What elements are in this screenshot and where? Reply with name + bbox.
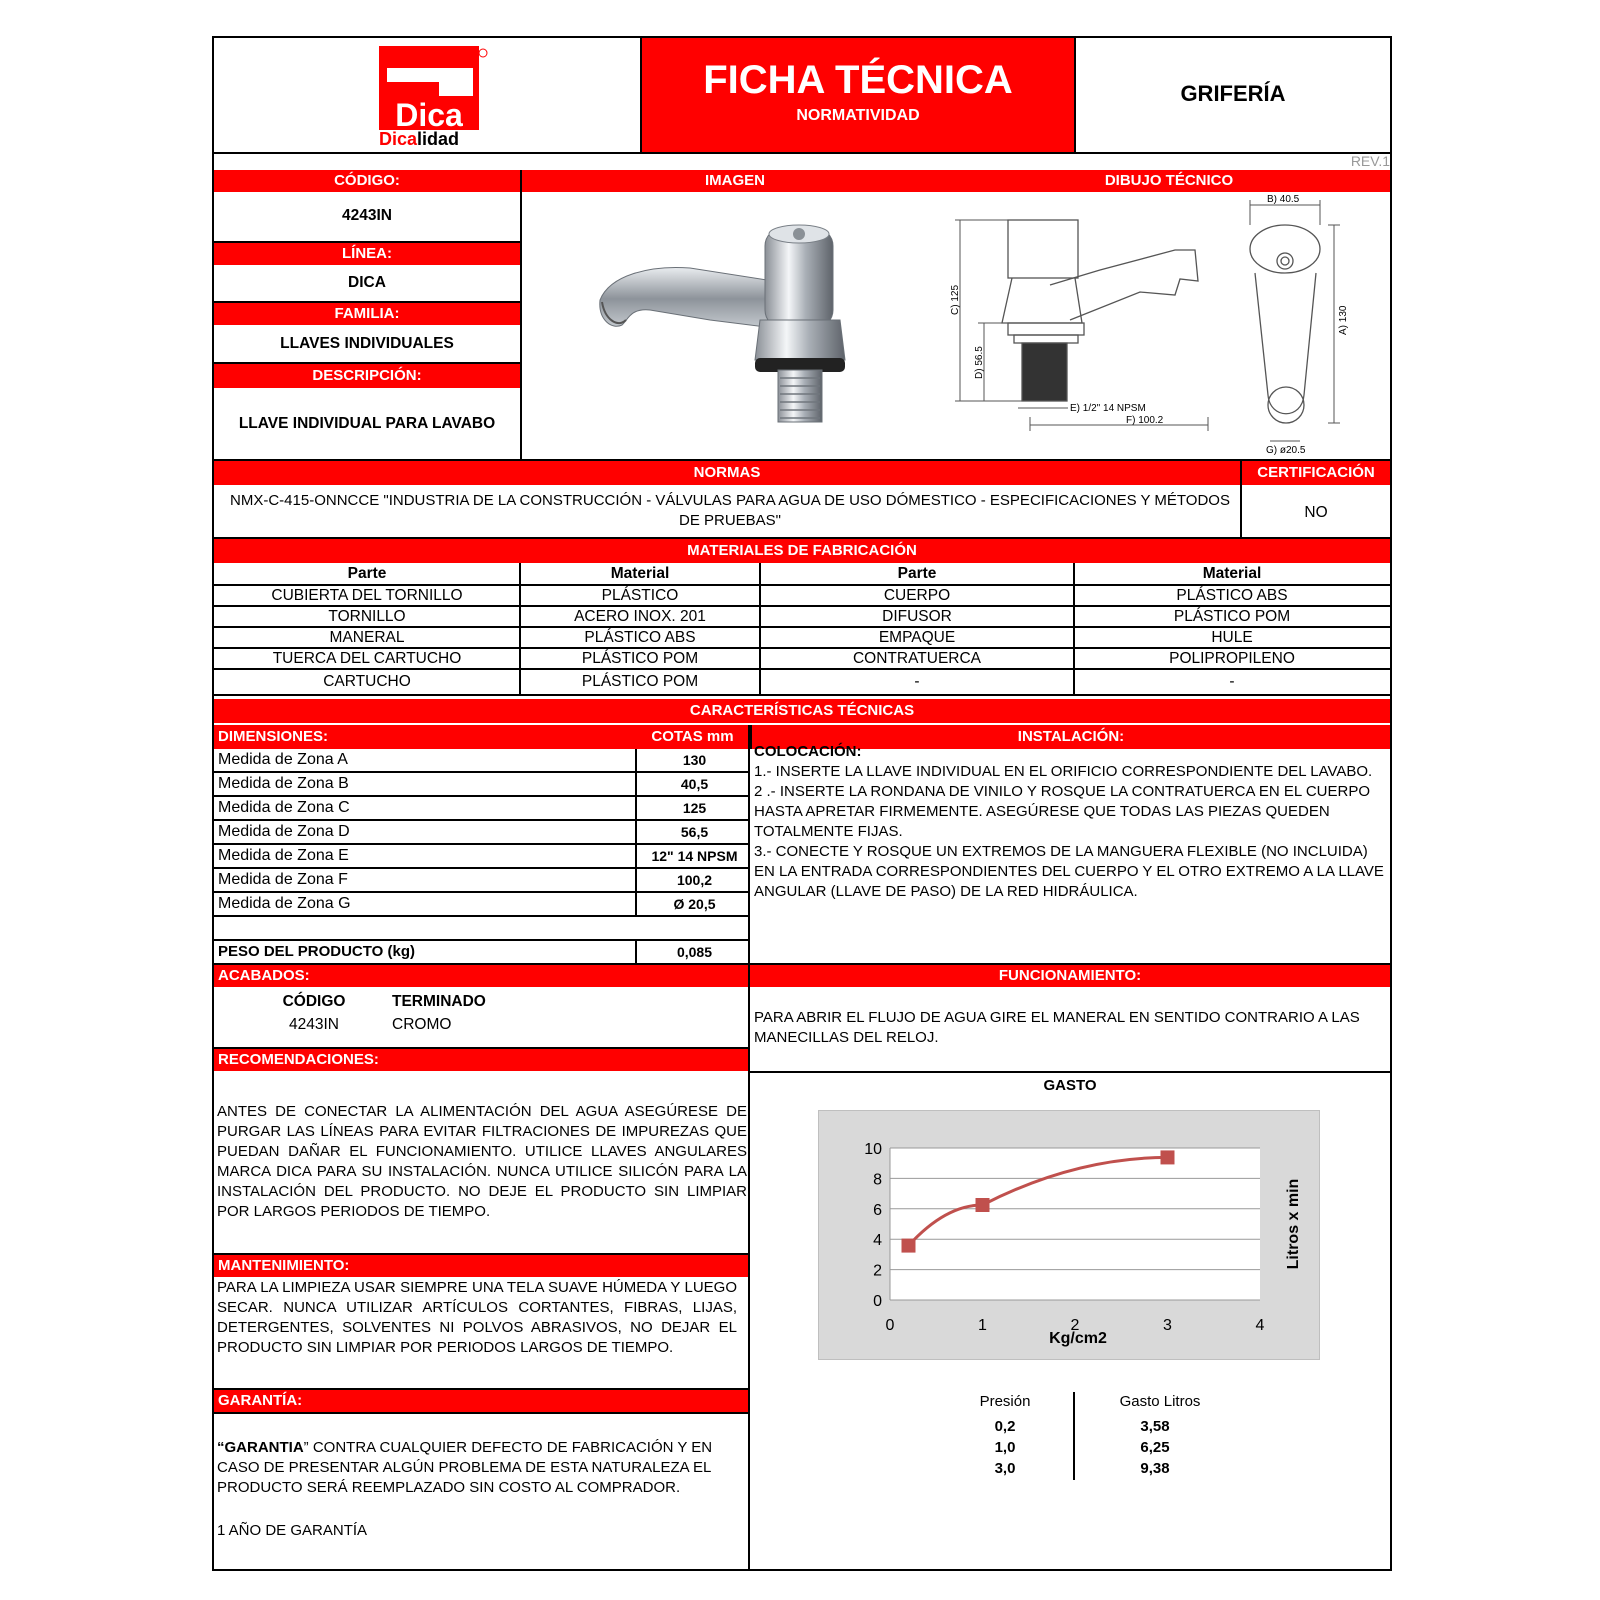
logo-tagline	[379, 130, 489, 148]
dim-g-label: G) ø20.5	[1266, 445, 1306, 456]
dim-label: Medida de Zona G	[218, 895, 351, 912]
dim-a-label: A) 130	[1338, 305, 1349, 335]
header-parte-2: Parte	[897, 565, 937, 582]
codigo-value: 4243IN	[342, 207, 392, 224]
dim-label: Medida de Zona C	[218, 799, 350, 816]
table-cell: CUBIERTA DEL TORNILLO	[271, 587, 463, 604]
funcionamiento-label: FUNCIONAMIENTO:	[750, 963, 1390, 987]
table-row	[214, 893, 750, 917]
mantenimiento-text: PARA LA LIMPIEZA USAR SIEMPRE UNA TELA SUAVE HÚMEDA Y LUEGO SECAR. NUNCA UTILIZAR ARTÍCULOS CORTANTES, FIBRAS, LIJAS, DETERGENTES, SOLVENTES NI POLVOS ABRASIVOS, NO DEJAR EL PRODUCTO SIN LIMPIAR POR PERIODOS LARGOS DE TIEMPO.	[217, 1279, 737, 1356]
table-cell: EMPAQUE	[878, 629, 956, 646]
technical-drawing	[950, 195, 1390, 457]
y-tick-label: 2	[873, 1262, 882, 1280]
dim-c-label: C) 125	[950, 284, 961, 315]
acabados-label	[214, 963, 748, 987]
materiales-col-divider	[519, 563, 521, 696]
table-row	[214, 773, 750, 797]
table-cell: -	[1229, 673, 1235, 690]
dimensions-table	[214, 749, 750, 965]
header-parte-1: Parte	[347, 565, 387, 582]
page-subtitle: NORMATIVIDAD	[796, 107, 920, 124]
table-cell: MANERAL	[329, 629, 405, 646]
gasto-value: 6,25	[1140, 1439, 1170, 1456]
data-point	[902, 1239, 916, 1253]
header	[214, 38, 1390, 152]
y-tick-label: 10	[864, 1141, 882, 1158]
normas-text: NMX-C-415-ONNCCE "INDUSTRIA DE LA CONSTRUCCIÓN - VÁLVULAS PARA AGUA DE USO DÓMESTICO - ESPECIFICACIONES Y MÉTODOS DE PRUEBAS"	[230, 492, 1230, 529]
table-cell: TORNILLO	[328, 608, 406, 625]
svg-text:Dica: Dica	[395, 97, 463, 133]
table-cell: PLÁSTICO	[601, 587, 679, 604]
product-col-divider	[520, 170, 522, 460]
dimensiones-title: DIMENSIONES:	[218, 728, 329, 745]
technical-drawing-icon	[950, 195, 1390, 457]
dim-label: Medida de Zona A	[218, 751, 348, 768]
presion-value: 0,2	[994, 1418, 1016, 1435]
gasto-table	[940, 1392, 1240, 1482]
garantia-bold: “GARANTIA	[217, 1439, 304, 1456]
dim-value: 130	[635, 749, 752, 771]
gasto-chart	[818, 1110, 1320, 1360]
mantenimiento-label	[214, 1253, 748, 1277]
table-row	[214, 821, 750, 845]
x-tick-label: 2	[1070, 1317, 1080, 1334]
x-tick-label: 1	[978, 1317, 987, 1334]
peso-value: 0,085	[635, 941, 752, 963]
acabados-col-terminado: TERMINADO	[392, 993, 486, 1010]
dica-logo	[379, 46, 489, 148]
materiales-table	[214, 563, 1390, 698]
table-cell: PLÁSTICO POM	[581, 673, 699, 690]
codigo-label: CÓDIGO:	[214, 170, 520, 192]
table-cell: PLÁSTICO POM	[1173, 608, 1291, 625]
certificacion-label: CERTIFICACIÓN	[1240, 461, 1390, 485]
gasto-top-line	[750, 1071, 1390, 1073]
dim-value: Ø 20,5	[635, 893, 752, 915]
dim-value: 56,5	[635, 821, 752, 843]
table-cell: HULE	[1211, 629, 1253, 646]
logo-tagline-suffix: lidad	[417, 129, 460, 149]
data-point	[1161, 1150, 1175, 1164]
table-row	[214, 670, 1390, 696]
y-tick-label: 4	[873, 1232, 882, 1250]
table-row	[214, 845, 750, 869]
page-title: FICHA TÉCNICA	[703, 58, 1013, 102]
product-image	[590, 220, 870, 440]
gasto-title: GASTO	[1043, 1077, 1097, 1094]
linea-label: LÍNEA:	[214, 241, 520, 265]
instalacion-text: 1.- INSERTE LA LLAVE INDIVIDUAL EN EL ORIFICIO CORRESPONDIENTE DEL LAVABO. 2 .- INSERTE LA RONDANA DE VINILO Y ROSQUE LA CONTRATUERCA EN EL CUERPO HASTA APRETAR FIRMEMENTE. ASEGÚRESE QUE TODAS LAS PIEZAS QUEDEN TOTALMENTE FIJAS. 3.- CONECTE Y ROSQUE UN EXTREMOS DE LA MANGUERA FLEXIBLE (NO INCLUIDA) EN LA ENTRADA CORRESPONDIENTES DEL CUERPO Y EL OTRO EXTREMO A LA LLAVE ANGULAR (LLAVE DE PASO) DE LA RED HIDRÁULICA.	[754, 763, 1384, 900]
y-axis-label: Litros x min	[1285, 1178, 1302, 1270]
colocacion-title: COLOCACIÓN:	[754, 743, 862, 760]
presion-value: 3,0	[994, 1460, 1016, 1477]
familia-label: FAMILIA:	[214, 301, 520, 325]
garantia-years: 1 AÑO DE GARANTÍA	[217, 1522, 368, 1539]
table-row	[214, 586, 1390, 607]
dim-label: Medida de Zona F	[218, 871, 348, 888]
dim-label: Medida de Zona D	[218, 823, 350, 840]
caracteristicas-label: CARACTERÍSTICAS TÉCNICAS	[214, 699, 1390, 723]
recomendaciones-title: RECOMENDACIONES:	[218, 1051, 379, 1068]
table-row	[214, 628, 1390, 649]
dim-value: 125	[635, 797, 752, 819]
table-cell: ACERO INOX. 201	[574, 608, 706, 625]
linea-value: DICA	[348, 274, 386, 291]
table-cell: TUERCA DEL CARTUCHO	[272, 650, 462, 667]
gasto-chart-svg	[818, 1110, 1320, 1360]
table-row	[214, 797, 750, 821]
center-divider	[748, 725, 750, 1571]
y-tick-label: 8	[873, 1171, 882, 1189]
descripcion-value: LLAVE INDIVIDUAL PARA LAVABO	[238, 415, 496, 432]
materiales-col-divider	[759, 563, 761, 696]
table-row-empty	[214, 917, 750, 941]
gasto-header: Gasto Litros	[1119, 1393, 1201, 1410]
instalacion-block	[754, 742, 1386, 902]
data-point	[976, 1198, 990, 1212]
materiales-label: MATERIALES DE FABRICACIÓN	[214, 539, 1390, 563]
x-tick-label: 3	[1163, 1317, 1172, 1334]
materiales-col-divider	[1073, 563, 1075, 696]
imagen-label: IMAGEN	[522, 170, 948, 192]
acabados-block	[214, 987, 748, 1045]
category-title: GRIFERÍA	[1180, 81, 1286, 106]
dim-value: 40,5	[635, 773, 752, 795]
revision-label: REV.1	[1350, 153, 1390, 169]
logo-tagline-prefix: Dica	[379, 129, 418, 149]
dim-label: Medida de Zona E	[218, 847, 349, 864]
table-cell: PLÁSTICO ABS	[584, 629, 696, 646]
garantia-title: GARANTÍA:	[218, 1392, 303, 1409]
garantia-text	[217, 1438, 747, 1498]
presion-value: 1,0	[994, 1439, 1016, 1456]
x-tick-label: 4	[1255, 1317, 1265, 1334]
garantia-label	[214, 1388, 748, 1412]
familia-value: LLAVES INDIVIDUALES	[280, 335, 454, 352]
table-cell: PLÁSTICO ABS	[1176, 587, 1288, 604]
table-cell: CUERPO	[883, 587, 951, 604]
faucet-image-icon	[590, 220, 870, 440]
presion-header: Presión	[979, 1393, 1031, 1410]
acabados-codigo: 4243IN	[289, 1016, 339, 1033]
garantia-body: ” CONTRA CUALQUIER DEFECTO DE FABRICACIÓN Y EN CASO DE PRESENTAR ALGÚN PROBLEMA DE ESTA NATURALEZA EL PRODUCTO SERÁ REEMPLAZADO SIN COSTO AL COMPRADOR.	[217, 1439, 713, 1496]
gasto-value: 3,58	[1140, 1418, 1170, 1435]
table-row	[214, 607, 1390, 628]
materiales-header-row	[214, 563, 1390, 586]
recomendaciones-text: ANTES DE CONECTAR LA ALIMENTACIÓN DEL AGUA ASEGÚRESE DE PURGAR LAS LÍNEAS PARA EVITAR FILTRACIONES DE IMPUREZAS QUE PUEDAN DAÑAR EL FUNCIONAMIENTO. UTILICE LLAVES ANGULARES MARCA DICA PARA SU INSTALACIÓN. NUNCA UTILICE SILICÓN PARA LA INSTALACIÓN DEL PRODUCTO. NO DEJE EL PRODUCTO SIN LIMPIAR POR LARGOS PERIODOS DE TIEMPO.	[217, 1103, 747, 1220]
header-material-1: Material	[610, 565, 670, 582]
table-cell: DIFUSOR	[882, 608, 952, 625]
acabados-title: ACABADOS:	[218, 967, 310, 984]
peso-row	[214, 941, 750, 965]
table-row	[214, 649, 1390, 670]
dim-value: 100,2	[635, 869, 752, 891]
dim-f-label: F) 100.2	[1126, 415, 1164, 426]
mantenimiento-title: MANTENIMIENTO:	[218, 1257, 350, 1274]
dim-b-label: B) 40.5	[1267, 195, 1300, 205]
dibujo-label: DIBUJO TÉCNICO	[948, 170, 1390, 192]
table-cell: -	[914, 673, 920, 690]
funcionamiento-text: PARA ABRIR EL FLUJO DE AGUA GIRE EL MANERAL EN SENTIDO CONTRARIO A LAS MANECILLAS DEL RELOJ.	[754, 1009, 1360, 1046]
header-divider	[214, 152, 1390, 154]
title-block	[640, 38, 1076, 152]
certificacion-value: NO	[1304, 504, 1328, 521]
table-cell: CONTRATUERCA	[852, 650, 982, 667]
dim-e-label: E) 1/2" 14 NPSM	[1070, 403, 1146, 414]
acabados-terminado: CROMO	[392, 1016, 452, 1033]
dim-value: 12" 14 NPSM	[635, 845, 752, 867]
x-axis-label: Kg/cm2	[1049, 1330, 1107, 1347]
header-material-2: Material	[1202, 565, 1262, 582]
descripcion-label: DESCRIPCIÓN:	[214, 362, 520, 388]
table-cell: POLIPROPILENO	[1169, 650, 1295, 667]
dimensiones-label	[214, 725, 750, 749]
dim-d-label: D) 56.5	[974, 346, 985, 379]
cotas-title: COTAS mm	[651, 728, 734, 745]
peso-label: PESO DEL PRODUCTO (kg)	[218, 943, 415, 960]
y-tick-label: 0	[873, 1293, 882, 1310]
garantia-sub-line	[214, 1412, 748, 1414]
acabados-col-codigo: CÓDIGO	[282, 993, 346, 1010]
instalacion-label: INSTALACIÓN:	[750, 725, 1390, 749]
table-cell: PLÁSTICO POM	[581, 650, 699, 667]
table-row	[214, 749, 750, 773]
recomendaciones-label	[214, 1047, 748, 1071]
y-tick-label: 6	[873, 1201, 882, 1219]
table-cell: CARTUCHO	[323, 673, 411, 690]
table-row	[214, 869, 750, 893]
gasto-table-divider	[1073, 1392, 1075, 1480]
x-tick-label: 0	[885, 1317, 895, 1334]
dim-label: Medida de Zona B	[218, 775, 349, 792]
normas-label: NORMAS	[214, 461, 1240, 485]
gasto-value: 9,38	[1140, 1460, 1170, 1477]
